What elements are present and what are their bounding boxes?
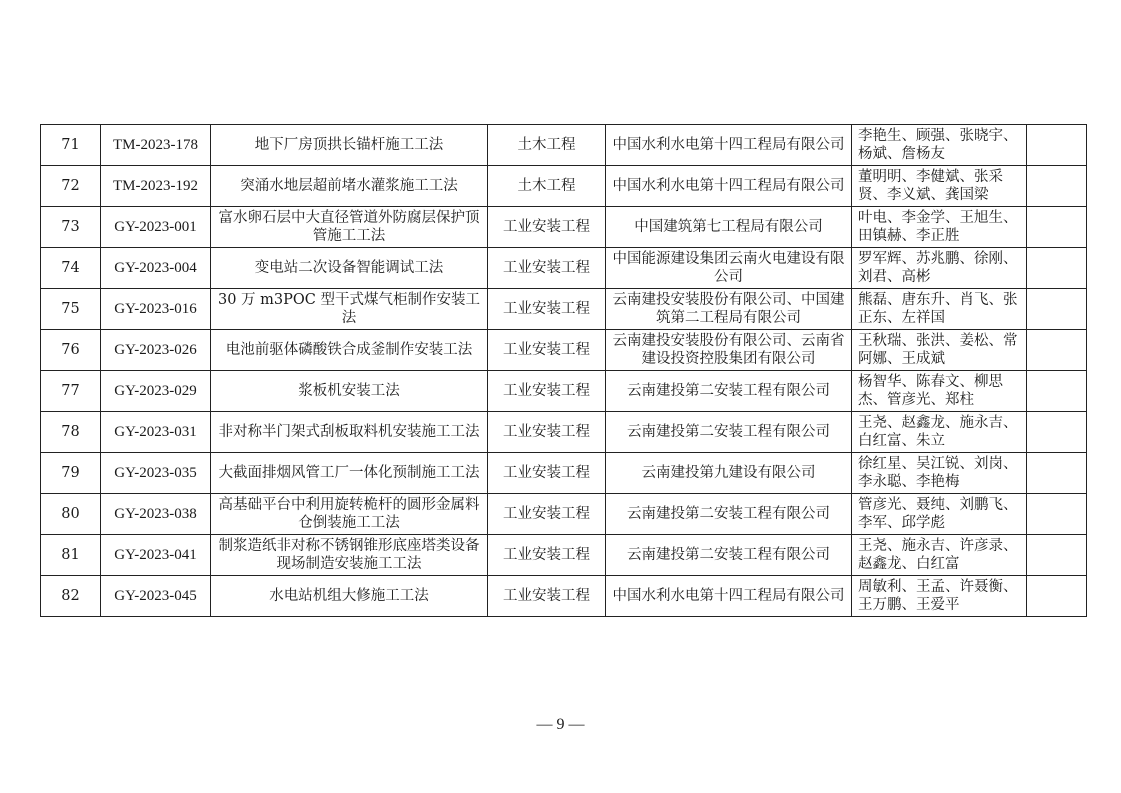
table-row: [41, 289, 1087, 330]
method-name-cell: 非对称半门架式刮板取料机安装施工工法: [211, 412, 488, 453]
organization-cell: 云南建投第二安装工程有限公司: [606, 371, 852, 412]
method-name-cell: 浆板机安装工法: [211, 371, 488, 412]
category-cell: 工业安装工程: [488, 330, 606, 371]
row-number-cell: 72: [41, 166, 101, 207]
row-number-cell: 74: [41, 248, 101, 289]
project-code-cell: TM-2023-192: [101, 166, 211, 207]
organization-cell: 中国水利水电第十四工程局有限公司: [606, 166, 852, 207]
method-name-cell: 突涌水地层超前堵水灌浆施工工法: [211, 166, 488, 207]
table-row: [41, 166, 1087, 207]
organization-cell: 云南建投第二安装工程有限公司: [606, 412, 852, 453]
remarks-cell: [1027, 412, 1087, 453]
table-row: [41, 207, 1087, 248]
award-table: [40, 124, 1087, 617]
table-row: [41, 576, 1087, 617]
remarks-cell: [1027, 371, 1087, 412]
personnel-cell: 叶电、李金学、王旭生、田镇赫、李正胜: [852, 207, 1027, 248]
table-row: [41, 412, 1087, 453]
personnel-cell: 管彦光、聂纯、刘鹏飞、李军、邱学彪: [852, 494, 1027, 535]
method-name-cell: 水电站机组大修施工工法: [211, 576, 488, 617]
category-cell: 工业安装工程: [488, 412, 606, 453]
category-cell: 工业安装工程: [488, 289, 606, 330]
table-row: [41, 453, 1087, 494]
remarks-cell: [1027, 125, 1087, 166]
table-row: [41, 535, 1087, 576]
organization-cell: 云南建投第九建设有限公司: [606, 453, 852, 494]
category-cell: 土木工程: [488, 125, 606, 166]
table-row: [41, 494, 1087, 535]
personnel-cell: 王尧、施永吉、许彦录、赵鑫龙、白红富: [852, 535, 1027, 576]
organization-cell: 云南建投第二安装工程有限公司: [606, 494, 852, 535]
organization-cell: 云南建投安装股份有限公司、中国建筑第二工程局有限公司: [606, 289, 852, 330]
project-code-cell: GY-2023-029: [101, 371, 211, 412]
project-code-cell: GY-2023-026: [101, 330, 211, 371]
personnel-cell: 徐红星、吴江锐、刘岗、李永聪、李艳梅: [852, 453, 1027, 494]
row-number-cell: 73: [41, 207, 101, 248]
table-row: [41, 125, 1087, 166]
project-code-cell: GY-2023-004: [101, 248, 211, 289]
category-cell: 工业安装工程: [488, 535, 606, 576]
remarks-cell: [1027, 330, 1087, 371]
row-number-cell: 71: [41, 125, 101, 166]
table-row: [41, 248, 1087, 289]
organization-cell: 云南建投第二安装工程有限公司: [606, 535, 852, 576]
row-number-cell: 81: [41, 535, 101, 576]
category-cell: 工业安装工程: [488, 453, 606, 494]
row-number-cell: 78: [41, 412, 101, 453]
project-code-cell: GY-2023-045: [101, 576, 211, 617]
method-name-cell: 高基础平台中利用旋转桅杆的圆形金属料仓倒装施工工法: [211, 494, 488, 535]
category-cell: 工业安装工程: [488, 371, 606, 412]
remarks-cell: [1027, 535, 1087, 576]
row-number-cell: 77: [41, 371, 101, 412]
row-number-cell: 82: [41, 576, 101, 617]
page-number: — 9 —: [536, 716, 585, 733]
personnel-cell: 罗军辉、苏兆鹏、徐刚、刘君、高彬: [852, 248, 1027, 289]
project-code-cell: GY-2023-041: [101, 535, 211, 576]
personnel-cell: 熊磊、唐东升、肖飞、张正东、左祥国: [852, 289, 1027, 330]
personnel-cell: 李艳生、顾强、张晓宇、杨斌、詹杨友: [852, 125, 1027, 166]
organization-cell: 中国水利水电第十四工程局有限公司: [606, 125, 852, 166]
personnel-cell: 杨智华、陈春文、柳思杰、管彦光、郑柱: [852, 371, 1027, 412]
project-code-cell: TM-2023-178: [101, 125, 211, 166]
category-cell: 工业安装工程: [488, 494, 606, 535]
personnel-cell: 王尧、赵鑫龙、施永吉、白红富、朱立: [852, 412, 1027, 453]
category-cell: 工业安装工程: [488, 248, 606, 289]
category-cell: 工业安装工程: [488, 207, 606, 248]
remarks-cell: [1027, 207, 1087, 248]
project-code-cell: GY-2023-038: [101, 494, 211, 535]
organization-cell: 云南建投安装股份有限公司、云南省建设投资控股集团有限公司: [606, 330, 852, 371]
method-name-cell: 大截面排烟风管工厂一体化预制施工工法: [211, 453, 488, 494]
project-code-cell: GY-2023-001: [101, 207, 211, 248]
remarks-cell: [1027, 576, 1087, 617]
remarks-cell: [1027, 494, 1087, 535]
personnel-cell: 周敏利、王孟、许聂衡、王万鹏、王爱平: [852, 576, 1027, 617]
table-row: [41, 330, 1087, 371]
method-name-cell: 变电站二次设备智能调试工法: [211, 248, 488, 289]
row-number-cell: 75: [41, 289, 101, 330]
method-name-cell: 制浆造纸非对称不锈钢锥形底座塔类设备现场制造安装施工工法: [211, 535, 488, 576]
project-code-cell: GY-2023-031: [101, 412, 211, 453]
method-name-cell: 电池前驱体磷酸铁合成釜制作安装工法: [211, 330, 488, 371]
award-table-container: [40, 124, 1086, 617]
method-name-cell: 富水卵石层中大直径管道外防腐层保护顶管施工工法: [211, 207, 488, 248]
row-number-cell: 76: [41, 330, 101, 371]
organization-cell: 中国能源建设集团云南火电建设有限公司: [606, 248, 852, 289]
table-row: [41, 371, 1087, 412]
personnel-cell: 董明明、李健斌、张采贤、李义斌、龚国梁: [852, 166, 1027, 207]
organization-cell: 中国建筑第七工程局有限公司: [606, 207, 852, 248]
organization-cell: 中国水利水电第十四工程局有限公司: [606, 576, 852, 617]
table-body: [41, 125, 1087, 617]
project-code-cell: GY-2023-016: [101, 289, 211, 330]
row-number-cell: 79: [41, 453, 101, 494]
remarks-cell: [1027, 453, 1087, 494]
remarks-cell: [1027, 248, 1087, 289]
project-code-cell: GY-2023-035: [101, 453, 211, 494]
method-name-cell: 30 万 m3POC 型干式煤气柜制作安装工法: [211, 289, 488, 330]
category-cell: 土木工程: [488, 166, 606, 207]
remarks-cell: [1027, 166, 1087, 207]
personnel-cell: 王秋瑞、张洪、姜松、常阿娜、王成斌: [852, 330, 1027, 371]
row-number-cell: 80: [41, 494, 101, 535]
remarks-cell: [1027, 289, 1087, 330]
category-cell: 工业安装工程: [488, 576, 606, 617]
method-name-cell: 地下厂房顶拱长锚杆施工工法: [211, 125, 488, 166]
